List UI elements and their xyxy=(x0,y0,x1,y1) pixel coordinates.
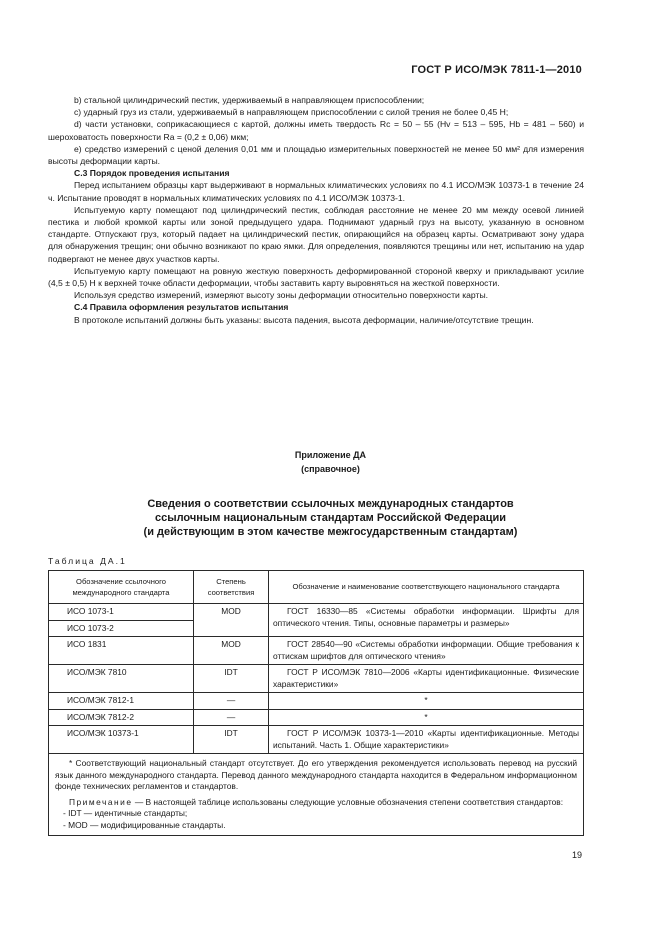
section-heading-c4: С.4 Правила оформления результатов испытания xyxy=(74,302,289,313)
document-body xyxy=(48,94,584,326)
appendix-label: Приложение ДА xyxy=(294,450,367,460)
intl-standard-cell: ИСО 1073-1 xyxy=(49,604,194,621)
column-header: Степень соответствия xyxy=(194,571,269,604)
appendix-title-line: (и действующим в этом качестве межгосударственным стандартам) xyxy=(143,526,518,538)
degree-cell: IDT xyxy=(194,665,269,693)
national-standard-text: ГОСТ 16330—85 «Системы обработки информации. Шрифты для оптического чтения. Типы, основные параметры и размеры» xyxy=(273,606,579,628)
table-footnote xyxy=(49,754,584,836)
table-note xyxy=(55,797,577,809)
table-header-row xyxy=(49,571,584,604)
national-standard-cell: * xyxy=(269,709,584,726)
paragraph: Используя средство измерений, измеряют высоту зоны деформации относительно поверхности карты. xyxy=(74,290,489,301)
table-row xyxy=(49,709,584,726)
table-row xyxy=(49,604,584,621)
paragraph: Испытуемую карту помещают под цилиндрический пестик, соблюдая расстояние не менее 20 мм между осевой линией пестика и любой кромкой карты или зоной предыдущего удара. Поднимают ударный груз на высоту, указанную в основном стандарте. Отпускают груз, который падает на цилиндрический пестик, опирающийся на образец карты. Осматривают зону удара для обнаружения трещин; они обычно возникают по краю ямки. Для определения, появляются трещины или нет, испытанию на удар подвергают не менее двух участков карты. xyxy=(48,204,584,264)
list-item-e: e) средство измерений с ценой деления 0,01 мм и площадью измерительных поверхностей не менее 50 мм² для измерения высоты деформации карты. xyxy=(48,143,584,167)
column-header: Обозначение и наименование соответствующего национального стандарта xyxy=(269,571,584,604)
footnote-text: * Соответствующий национальный стандарт отсутствует. До его утверждения рекомендуется использовать перевод на русский язык данного международного стандарта. Перевод данного международного стандарта находится в Федеральном информационном фонде технических регламентов и стандартов. xyxy=(55,758,577,791)
degree-cell: — xyxy=(194,693,269,710)
intl-standard-cell: ИСО/МЭК 7812-2 xyxy=(49,709,194,726)
table-footnote-row xyxy=(49,754,584,836)
national-standard-cell xyxy=(269,604,584,637)
national-standard-cell: * xyxy=(269,693,584,710)
appendix-title xyxy=(0,497,661,539)
list-item-c: c) ударный груз из стали, удерживаемый в направляющем приспособлении с силой трения не более 0,45 Н; xyxy=(74,107,509,118)
intl-standard-cell: ИСО/МЭК 7812-1 xyxy=(49,693,194,710)
intl-standard-cell: ИСО 1073-2 xyxy=(49,620,194,637)
intl-standard-cell: ИСО 1831 xyxy=(49,637,194,665)
paragraph: Перед испытанием образцы карт выдерживают в нормальных климатических условиях по 4.1 ИСО/МЭК 10373-1 в течение 24 ч. Испытание проводят в нормальных климатических условиях по 4.1 ИСО/МЭК 10373-1. xyxy=(48,180,584,203)
list-item-d: d) части установки, соприкасающиеся с картой, должны иметь твердость Rc = 50 – 55 (Hv = 513 – 595, Hb = 481 – 560) и шероховатость поверхности Ra = (0,2 ± 0,06) мкм; xyxy=(48,119,584,142)
paragraph: В протоколе испытаний должны быть указаны: высота падения, высота деформации, наличие/отсутствие трещин. xyxy=(74,314,534,325)
correspondence-table xyxy=(48,570,584,836)
table-row xyxy=(49,726,584,754)
section-heading-c3: С.3 Порядок проведения испытания xyxy=(74,168,230,179)
note-item: - IDT — идентичные стандарты; xyxy=(63,808,188,818)
degree-cell: IDT xyxy=(194,726,269,754)
national-standard-text: ГОСТ Р ИСО/МЭК 10373-1—2010 «Карты идентификационные. Методы испытаний. Часть 1. Общие характеристики» xyxy=(273,728,579,750)
document-header: ГОСТ Р ИСО/МЭК 7811-1—2010 xyxy=(411,64,582,76)
page-number: 19 xyxy=(571,850,582,860)
degree-cell: MOD xyxy=(194,604,269,637)
column-header: Обозначение ссылочного международного стандарта xyxy=(49,571,194,604)
national-standard-text: ГОСТ Р ИСО/МЭК 7810—2006 «Карты идентификационные. Физические характеристики» xyxy=(273,667,579,689)
national-standard-cell xyxy=(269,665,584,693)
table-row xyxy=(49,693,584,710)
table-caption: Таблица ДА.1 xyxy=(48,556,127,566)
note-item: - MOD — модифицированные стандарты. xyxy=(63,819,226,830)
appendix-title-line: Сведения о соответствии ссылочных международных стандартов xyxy=(147,498,514,510)
national-standard-text: ГОСТ 28540—90 «Системы обработки информации. Общие требования к оттискам шрифтов для оптического чтения» xyxy=(273,639,579,661)
table-row xyxy=(49,665,584,693)
note-label: Примечание xyxy=(69,796,133,807)
note-text: — В настоящей таблице использованы следующие условные обозначения степени соответствия стандартов: xyxy=(134,796,564,807)
degree-cell: MOD xyxy=(194,637,269,665)
appendix-title-line: ссылочным национальным стандартам Российской Федерации xyxy=(154,512,507,524)
intl-standard-cell: ИСО/МЭК 10373-1 xyxy=(49,726,194,754)
appendix-kind: (справочное) xyxy=(301,464,360,474)
list-item-b: b) стальной цилиндрический пестик, удерживаемый в направляющем приспособлении; xyxy=(74,95,425,105)
paragraph: Испытуемую карту помещают на ровную жесткую поверхность деформированной стороной кверху и прикладывают усилие (4,5 ± 0,5) Н к верхней точке области деформации, чтобы заставить карту выровняться на жесткой поверхности. xyxy=(48,265,584,289)
degree-cell: — xyxy=(194,709,269,726)
national-standard-cell xyxy=(269,637,584,665)
table-row xyxy=(49,637,584,665)
national-standard-cell xyxy=(269,726,584,754)
intl-standard-cell: ИСО/МЭК 7810 xyxy=(49,665,194,693)
